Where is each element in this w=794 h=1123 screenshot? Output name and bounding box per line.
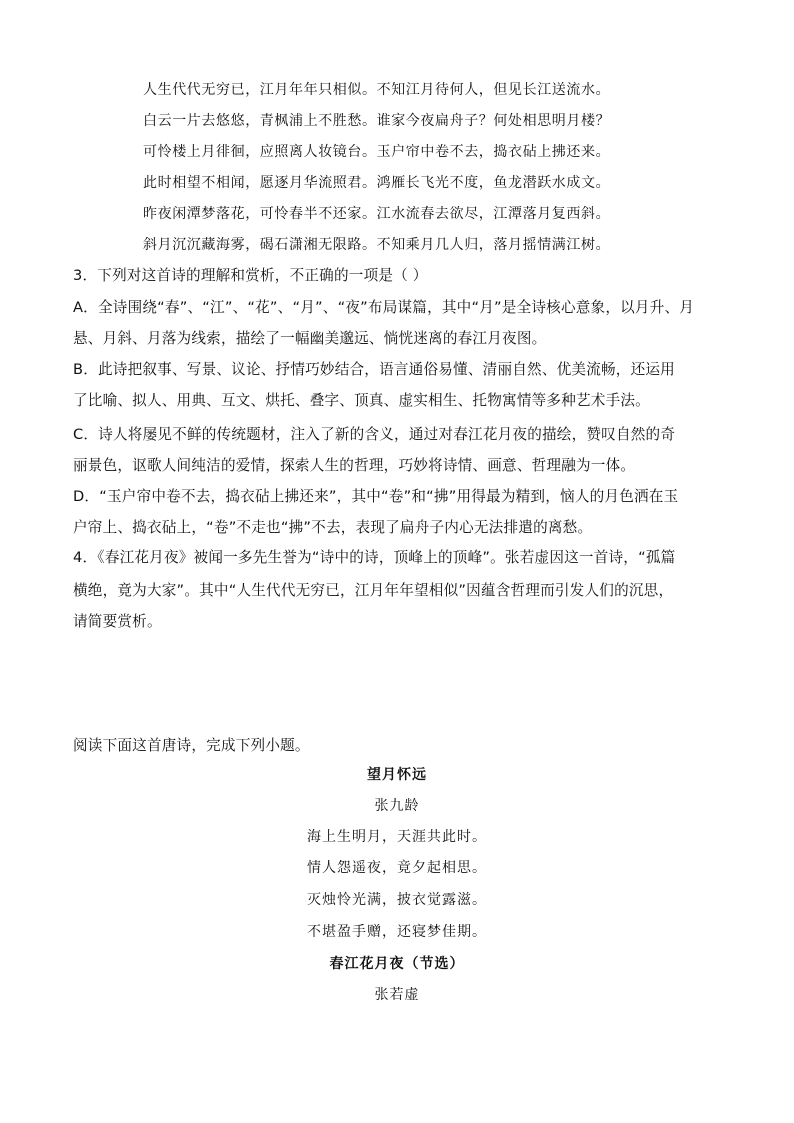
poem-line: 斜月沉沉藏海雾，碣石潇湘无限路。不知乘月几人归，落月摇情满江树。 (143, 237, 611, 253)
question-4-line3: 请简要赏析。 (73, 613, 162, 630)
poem-1-author: 张九龄 (374, 798, 420, 814)
question-3-option-d-line2: 户帘上、捣衣砧上，“卷”不走也“拂”不去，表现了扁舟子内心无法排遣的离愁。 (73, 519, 593, 536)
poem-1-title: 望月怀远 (367, 767, 427, 783)
question-3-option-c-line2: 丽景色，讴歌人间纯洁的爱情，探索人生的哲理，巧妙将诗情、画意、哲理融为一体。 (73, 457, 636, 474)
question-3-option-a-line2: 悬、月斜、月落为线索，描绘了一幅幽美邈远、惝恍迷离的春江月夜图。 (73, 330, 547, 347)
poem-line: 白云一片去悠悠，青枫浦上不胜愁。谁家今夜扁舟子？何处相思明月楼？ (143, 113, 611, 129)
question-3-option-d-line1: D．“玉户帘中卷不去，捣衣砧上拂还来”，其中“卷”和“拂”用得最为精到，恼人的月色洒在玉 (73, 488, 679, 505)
poem-line: 此时相望不相闻，愿逐月华流照君。鸿雁长飞光不度，鱼龙潜跃水成文。 (143, 175, 611, 191)
poem-2-title: 春江花月夜（节选） (329, 956, 465, 972)
poem-line: 可怜楼上月徘徊，应照离人妆镜台。玉户帘中卷不去，捣衣砧上拂还来。 (143, 144, 611, 160)
poem-1-line: 灭烛怜光满，披衣觉露滋。 (307, 892, 487, 908)
question-3-option-a-line1: A．全诗围绕“春”、“江”、“花”、“月”、“夜”布局谋篇，其中“月”是全诗核心意象，以月升、月 (73, 299, 695, 316)
poem-1-line: 情人怨遥夜，竟夕起相思。 (307, 860, 487, 876)
question-3-option-c-line1: C．诗人将屡见不鲜的传统题材，注入了新的含义，通过对春江花月夜的描绘，赞叹自然的奇 (73, 426, 676, 443)
poem-line: 昨夜闲潭梦落花，可怜春半不还家。江水流春去欲尽，江潭落月复西斜。 (143, 206, 611, 222)
poem-line: 人生代代无穷已，江月年年只相似。不知江月待何人，但见长江送流水。 (143, 82, 611, 98)
poem-2-author: 张若虚 (374, 987, 420, 1003)
question-3-stem: 3．下列对这首诗的理解和赏析，不正确的一项是（ ） (73, 267, 428, 284)
question-4-line1: 4．《春江花月夜》被闻一多先生誉为“诗中的诗，顶峰上的顶峰”。张若虚因这一首诗，“孤篇 (73, 549, 676, 566)
question-3-option-b-line2: 了比喻、拟人、用典、互文、烘托、叠字、顶真、虚实相生、托物寓情等多种艺术手法。 (73, 392, 650, 409)
reading-intro: 阅读下面这首唐诗，完成下列小题。 (73, 737, 310, 754)
poem-1-line: 海上生明月，天涯共此时。 (307, 829, 487, 845)
poem-1-line: 不堪盈手赠，还寝梦佳期。 (307, 924, 487, 940)
question-3-option-b-line1: B．此诗把叙事、写景、议论、抒情巧妙结合，语言通俗易懂、清丽自然、优美流畅，还运用 (73, 361, 675, 378)
question-4-line2: 横绝，竟为大家”。其中“人生代代无穷已，江月年年望相似”因蕴含哲理而引发人们的沉思， (73, 582, 674, 599)
